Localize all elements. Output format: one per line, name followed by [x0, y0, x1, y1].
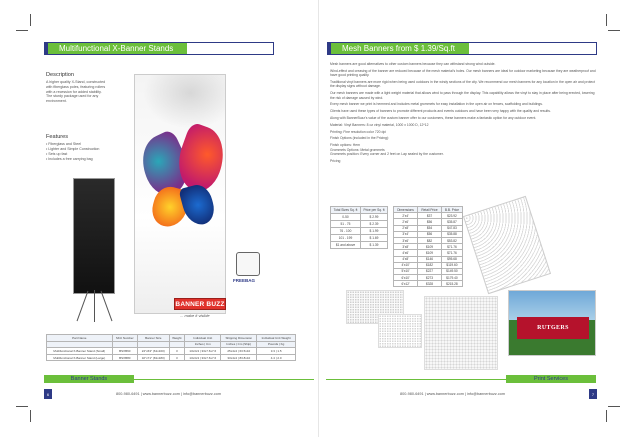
- table-row: [47, 354, 296, 361]
- header-cap: [327, 42, 331, 55]
- crop-mark: [608, 30, 620, 31]
- table-cell: 3'x8': [394, 244, 418, 250]
- body-paragraph: Mesh banners are good alternatives to other custom banners because they can withstand strong wind outside.: [330, 62, 496, 66]
- body-paragraph: Clients have used these types of banners to promote different products and events outdoors and have been very happy with the quality and results.: [330, 109, 551, 114]
- banner-tagline: ... make it visible: [180, 313, 210, 318]
- mesh-swatch-photo: [378, 314, 422, 348]
- table-header: Banner Size: [137, 335, 169, 342]
- description-heading: Description: [46, 72, 74, 78]
- stand-leg: [77, 291, 89, 321]
- table-subheader: [112, 341, 137, 348]
- table-cell: $149.50: [441, 268, 462, 274]
- table-header: Retail Price: [418, 207, 442, 213]
- table-cell: $ 1.39: [360, 242, 387, 249]
- table-header: SKU Number: [112, 335, 137, 342]
- body-paragraph: Every mesh banner we print is hemmed and includes metal grommets for easy installation in the open air on fences, scaffolding and buildings.: [330, 102, 543, 107]
- feature-item: • Fiberglass and Steel: [46, 142, 108, 147]
- crop-mark: [16, 406, 28, 407]
- dimension-price-table: [393, 206, 463, 287]
- feature-item: • Includes a free carrying bag: [46, 157, 108, 162]
- table-cell: 76 - 100: [331, 228, 361, 235]
- crop-mark: [608, 406, 620, 407]
- table-header: Individual Unit Weight: [257, 335, 296, 342]
- table-cell: $ 1.69: [360, 235, 387, 242]
- table-cell: 2'x4': [394, 213, 418, 219]
- table-cell: $56: [418, 231, 442, 237]
- swirl-art: [135, 75, 226, 135]
- table-row: [331, 242, 388, 249]
- table-header-row: [331, 207, 388, 214]
- x-stand-photo: [68, 178, 120, 322]
- table-cell: $ 2.39: [360, 221, 387, 228]
- left-contact-line: 800-980-6491 | www.bannerbuzz.com | info@bannerbuzz.com: [116, 392, 222, 396]
- body-paragraph: Along with BannerBuzz's value of the custom banner offer to our customers, these banners make a fantastic option for any outdoor event.: [330, 116, 537, 120]
- table-row: [331, 214, 388, 221]
- crop-mark: [16, 30, 28, 31]
- table-cell: $215.28: [441, 281, 462, 287]
- table-cell: 2'x8': [394, 225, 418, 231]
- table-row: [394, 281, 463, 287]
- table-cell: Multifunctional X-Banner Stand (Large): [47, 354, 113, 361]
- table-subheader: Inches | Cm: [185, 341, 221, 348]
- mesh-description: [330, 62, 596, 166]
- table-cell: 4'x6': [394, 250, 418, 256]
- table-cell: 13x3x3 | 33x7.6x7.6: [185, 348, 221, 355]
- table-header: Individual Unit: [185, 335, 221, 342]
- table-cell: $71.76: [441, 250, 462, 256]
- header-cap: [44, 42, 48, 55]
- table-cell: 5'x10': [394, 268, 418, 274]
- table-header-row: [47, 335, 296, 342]
- table-cell: 4.4 | 2.0: [257, 354, 296, 361]
- table-cell: $273: [418, 275, 442, 281]
- finish-heading: Finish Options (included in the Pricing):: [330, 136, 389, 141]
- table-subheader: Inches | Cm (Ship): [221, 341, 257, 348]
- finish-item: Finish options: Hem: [330, 143, 360, 148]
- table-cell: 2'x6': [394, 219, 418, 225]
- table-header: Shipping Dimension: [221, 335, 257, 342]
- crop-mark: [606, 410, 607, 422]
- table-cell: 25x4x4 | 63.5x10: [221, 348, 257, 355]
- table-cell: 51 - 75: [331, 221, 361, 228]
- table-header: Total Sizes Sq. ft: [331, 207, 361, 214]
- left-section-header: [44, 42, 274, 55]
- table-header: Part Name: [47, 335, 113, 342]
- freebag-icon: [236, 252, 260, 276]
- material-line: Material: Vinyl Banners: 8 oz vinyl material, 1000 x 1000 D, 12*12: [330, 122, 429, 127]
- table-cell: 3.3 | 1.5: [257, 348, 296, 355]
- table-cell: BSXB80: [112, 354, 137, 361]
- table-subheader: Pounds | Kg: [257, 341, 296, 348]
- table-cell: 32"x71" (81x180): [137, 354, 169, 361]
- crop-mark: [30, 410, 31, 422]
- finish-item: Grommets position: Every corner and 2 feet on Lap sealed by the customer.: [330, 152, 444, 156]
- table-cell: 4'x8': [394, 256, 418, 262]
- x-stand-graphic: [73, 178, 115, 294]
- stand-leg: [101, 291, 113, 321]
- table-subheader: [169, 341, 185, 348]
- butterfly-wing: [178, 182, 217, 228]
- right-footer-tab: Print Services: [506, 375, 596, 383]
- table-header: Price per Sq. ft: [360, 207, 387, 214]
- table-cell: $23.92: [441, 213, 462, 219]
- table-cell: 0-50: [331, 214, 361, 221]
- butterfly-banner: [134, 74, 226, 314]
- fence-banner: RUTGERS: [517, 317, 589, 339]
- table-cell: 24"x63" (61x160): [137, 348, 169, 355]
- table-cell: 3: [169, 348, 185, 355]
- table-cell: $146: [418, 256, 442, 262]
- table-cell: $328: [418, 281, 442, 287]
- right-contact-line: 800-980-6491 | www.bannerbuzz.com | info@bannerbuzz.com: [400, 392, 506, 396]
- table-cell: $1 and above: [331, 242, 361, 249]
- freebag-label: FREEBAG: [233, 278, 256, 283]
- sqft-price-table: [330, 206, 388, 249]
- right-section-title: Mesh Banners from $ 1.39/Sq.ft: [328, 43, 469, 54]
- mesh-closeup-photo: [424, 296, 498, 370]
- footer-line: [326, 379, 506, 380]
- table-cell: 33x4x4 | 83.8x10: [221, 354, 257, 361]
- table-cell: $182: [418, 262, 442, 268]
- table-cell: BSXB60: [112, 348, 137, 355]
- table-cell: 6'x12': [394, 281, 418, 287]
- footer-line: [134, 379, 314, 380]
- table-header: Dimensions: [394, 207, 418, 213]
- table-cell: $119.60: [441, 262, 462, 268]
- table-cell: 3'x6': [394, 237, 418, 243]
- features-heading: Features: [46, 134, 69, 140]
- table-header: B.B. Price: [441, 207, 462, 213]
- left-section-title: Multifunctional X-Banner Stands: [45, 43, 187, 54]
- table-cell: $53.82: [441, 237, 462, 243]
- description-text: A higher quality X-Stand, constructed with fiberglass poles, featuring rollers with a recession for added stability. The sturdy package used for any environment.: [46, 80, 106, 104]
- table-cell: $95.68: [441, 256, 462, 262]
- crop-mark: [30, 14, 31, 26]
- table-cell: $179.40: [441, 275, 462, 281]
- table-cell: $54: [418, 225, 442, 231]
- table-subheader: [137, 341, 169, 348]
- table-cell: $35.88: [441, 231, 462, 237]
- right-section-header: [327, 42, 597, 55]
- page-gutter: [318, 0, 319, 437]
- feature-item: • Sets up fast: [46, 152, 108, 157]
- fence-banner-photo: [508, 290, 596, 356]
- table-cell: 13x3x3 | 33x7.6x7.6: [185, 354, 221, 361]
- table-row: [331, 221, 388, 228]
- features-list: [46, 142, 108, 162]
- table-cell: $56: [418, 219, 442, 225]
- table-cell: $ 2.99: [360, 214, 387, 221]
- table-cell: $71.76: [441, 244, 462, 250]
- table-cell: $35.87: [441, 219, 462, 225]
- table-cell: 101 - 199: [331, 235, 361, 242]
- table-row: [331, 235, 388, 242]
- table-cell: 3: [169, 354, 185, 361]
- table-cell: $37: [418, 213, 442, 219]
- table-row: [331, 228, 388, 235]
- feature-item: • Lighter and Simple Construction: [46, 147, 108, 152]
- table-row: [47, 348, 296, 355]
- table-cell: $109: [418, 244, 442, 250]
- left-page-number: 6: [44, 389, 52, 399]
- table-cell: $82: [418, 237, 442, 243]
- description-block: [46, 72, 106, 104]
- finish-item: Grommets Options: Metal grommets: [330, 147, 385, 152]
- left-footer-tab: Banner Stands: [44, 375, 134, 383]
- mesh-roll-photo: [463, 196, 551, 294]
- bannerbuzz-logo: BANNER BUZZ: [174, 298, 226, 310]
- table-header: Weight: [169, 335, 185, 342]
- table-cell: $ 1.99: [360, 228, 387, 235]
- pricing-label: Pricing: [330, 158, 341, 163]
- table-cell: 6'x10': [394, 275, 418, 281]
- body-paragraph: Traditional vinyl banners are more rigid when being used outdoors in the windy sections of the city. We recommend our mesh banners for any location in the open air and protect the display signs without damage.: [330, 80, 595, 89]
- table-cell: Multifunctional X-Banner Stand (Small): [47, 348, 113, 355]
- printing-line: Printing: Fine resolution color 720 dpi: [330, 129, 386, 134]
- table-cell: $227: [418, 268, 442, 274]
- body-paragraph: Our mesh banners are made with a light weight material that allows wind to pass through the display. This capability allows the vinyl to stay in place after being erected, lowering the risk of damage caused by wind.: [330, 91, 595, 100]
- crop-mark: [606, 14, 607, 26]
- stand-leg: [94, 290, 95, 322]
- table-subheader-row: [47, 341, 296, 348]
- table-cell: 4'x10': [394, 262, 418, 268]
- body-paragraph: Wind-effect and creasing of the banner are reduced because of the mesh material's holes. Our mesh banners are ideal for outdoor marketing because they are weatherproof and have good printing quality.: [330, 68, 596, 78]
- features-block: [46, 134, 108, 162]
- table-subheader: [47, 341, 113, 348]
- xstand-spec-table: [46, 334, 296, 361]
- right-page-number: 7: [589, 389, 597, 399]
- table-cell: 3'x4': [394, 231, 418, 237]
- table-cell: $109: [418, 250, 442, 256]
- table-cell: $47.83: [441, 225, 462, 231]
